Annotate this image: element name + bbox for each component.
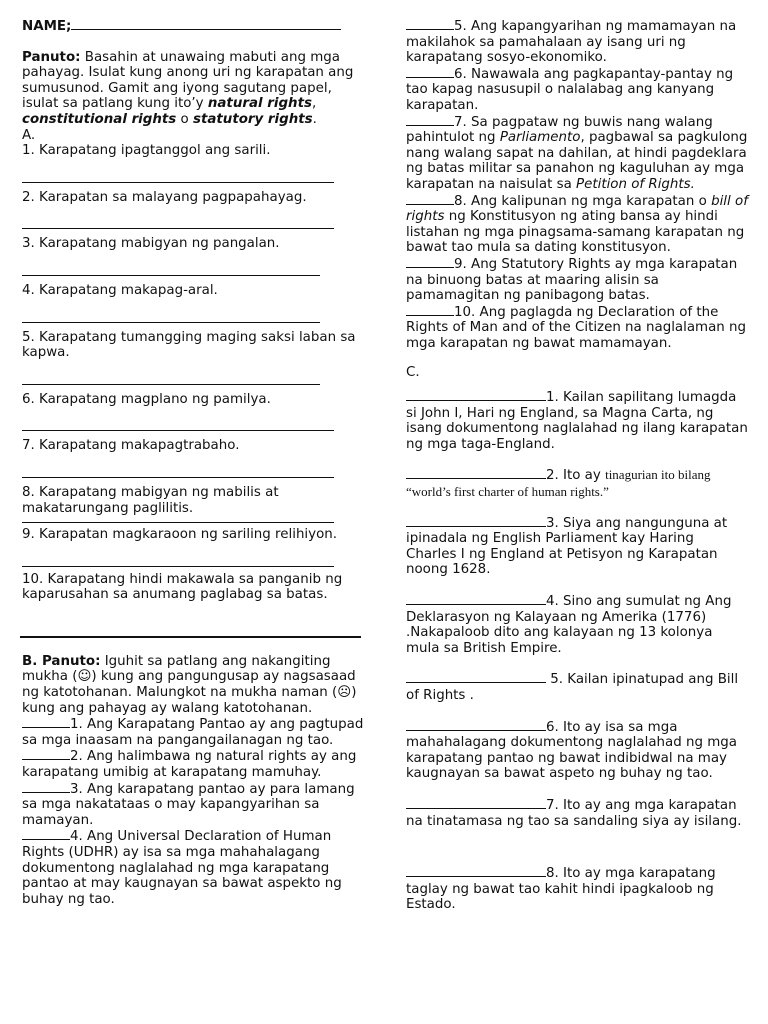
list-item: 3. Karapatang mabigyan ng pangalan. (22, 236, 280, 252)
answer-blank[interactable] (406, 193, 454, 205)
term-statutory: statutory rights (192, 111, 313, 127)
answer-blank[interactable] (406, 865, 546, 877)
instructions-a: Panuto: Basahin at unawaing mabuti ang mga pahayag. Isulat kung anong uri ng karapatan ang sumusunod. Gamit ang iyong sagutang papel, isulat sa patlang kung ito’y natural rights, constitutional rights o statutory rights. (22, 49, 354, 127)
list-item: 8. Ang kalipunan ng mga karapatan o bill of rights ng Konstitusyon ng ating bansa ay hindi listahan ng mga pinagsama-samang karapatan ng bawat tao mula sa dating konstitusyon. (406, 193, 748, 256)
answer-blank[interactable] (22, 716, 70, 728)
list-item: 3. Ang karapatang pantao ay para lamang sa mga nakatataas o may kapangyarihan sa mamayan. (22, 781, 355, 828)
list-item: 6. Nawawala ang pagkapantay-pantay ng tao kapag nasusupil o nalalabag ang kanyang karapatan. (406, 66, 734, 113)
answer-line[interactable] (22, 430, 334, 431)
answer-blank[interactable] (406, 467, 546, 479)
list-item: 5. Ang kapangyarihan ng mamamayan na makilahok sa pamahalaan ay isang uri ng karapatang sosyo-ekonomiko. (406, 19, 737, 66)
answer-blank[interactable] (406, 719, 546, 731)
list-item: 2. Ito ay tinagurian ito bilang “world’s first charter of human rights.” (406, 467, 711, 500)
section-divider (20, 636, 361, 638)
list-item: 4. Karapatang makapag-aral. (22, 282, 218, 298)
right-column (406, 18, 748, 913)
list-item: 3. Siya ang nangunguna at ipinadala ng English Parliament kay Haring Charles I ng England at Petisyon ng Karapatan noong 1628. (406, 515, 728, 578)
list-item: 10. Karapatang hindi makawala sa panganib ng kaparusahan sa anumang paglabag sa batas. (22, 571, 343, 603)
instructions-b-label: B. Panuto: (22, 653, 101, 669)
answer-line[interactable] (22, 477, 334, 478)
name-blank[interactable] (71, 18, 341, 30)
term-constitutional: constitutional rights (22, 111, 177, 127)
list-item: 5. Kailan ipinatupad ang Bill of Rights . (406, 672, 739, 703)
answer-blank[interactable] (406, 593, 546, 605)
list-item: 4. Ang Universal Declaration of Human Rights (UDHR) ay isa sa mga mahahalagang dokumentong naglalahad ng mga karapatang pantao at may kaugnayan sa bawat aspekto ng buhay ng tao. (22, 829, 342, 907)
answer-blank[interactable] (22, 781, 70, 793)
list-item: 1. Kailan sapilitang lumagda si John I, Hari ng England, sa Magna Carta, ng isang dokumentong naglalahad ng ilang karapatan ng mga taga-England. (406, 390, 748, 452)
answer-blank[interactable] (22, 748, 70, 760)
name-line (22, 18, 364, 35)
list-item: 6. Ito ay isa sa mga mahahalagang dokumentong naglalahad ng mga karapatang pantao ng bawat indibidwal na may kaugnayan sa bawat aspeto ng buhay ng tao. (406, 719, 737, 782)
answer-line[interactable] (22, 522, 334, 523)
answer-line[interactable] (22, 275, 320, 276)
list-item: 6. Karapatang magplano ng pamilya. (22, 391, 271, 407)
answer-blank[interactable] (406, 304, 454, 316)
list-item: 2. Ang halimbawa ng natural rights ay ang karapatang umibig at karapatang mamuhay. (22, 749, 357, 781)
section-a-label: A. (22, 127, 36, 143)
answer-line[interactable] (22, 384, 320, 385)
left-column (22, 18, 364, 907)
answer-blank[interactable] (406, 66, 454, 78)
list-item: 9. Ang Statutory Rights ay mga karapatan na binuong batas at maaring alisin sa pamamagitan ng panibagong batas. (406, 256, 738, 304)
list-item: 7. Ito ay ang mga karapatan na tinatamasa ng tao sa sandaling siya ay isilang. (406, 797, 742, 829)
instructions-a-label: Panuto: (22, 49, 81, 65)
instructions-b: B. Panuto: Iguhit sa patlang ang nakangiting mukha (☺) kung ang pangungusap ay nagsasaad ng katotohanan. Malungkot na mukha naman (☹) kung ang pahayag ay walang katotohanan. (22, 653, 357, 716)
answer-blank[interactable] (406, 256, 454, 268)
list-item: 7. Karapatang makapagtrabaho. (22, 438, 240, 454)
answer-line[interactable] (22, 228, 334, 229)
list-item: 1. Ang Karapatang Pantao ay ang pagtupad sa mga inaasam na pangangailanagan ng tao. (22, 717, 364, 748)
answer-blank[interactable] (406, 671, 546, 683)
answer-blank[interactable] (406, 18, 454, 30)
name-label: NAME; (22, 19, 72, 34)
list-item: 9. Karapatan magkaraoon ng sariling relihiyon. (22, 527, 338, 543)
list-item: 7. Sa pagpataw ng buwis nang walang pahintulot ng Parliamento, pagbawal sa pagkulong nang walang sapat na dahilan, at hindi pagdeklara ng batas militar sa panahon ng kaguluhan ay mga karapatan na naisulat sa Petition of Rights. (406, 114, 748, 192)
list-item: 4. Sino ang sumulat ng Ang Deklarasyon ng Kalayaan ng Amerika (1776) .Nakapaloob dito ang kalayaan ng 13 kolonya mula sa British Empire. (406, 594, 732, 656)
answer-line[interactable] (22, 322, 320, 323)
answer-blank[interactable] (406, 389, 546, 401)
answer-blank[interactable] (406, 797, 546, 809)
answer-blank[interactable] (406, 515, 546, 527)
answer-line[interactable] (22, 182, 334, 183)
term-natural: natural rights (207, 96, 312, 112)
answer-blank[interactable] (22, 828, 70, 840)
answer-line[interactable] (22, 566, 334, 567)
list-item: 10. Ang paglagda ng Declaration of the Rights of Man and of the Citizen na naglalaman ng mga karapatan ng bawat mamamayan. (406, 304, 747, 351)
section-c-label: C. (406, 365, 420, 381)
list-item: 8. Karapatang mabigyan ng mabilis at makatarungang paglilitis. (22, 484, 279, 516)
list-item: 1. Karapatang ipagtanggol ang sarili. (22, 143, 271, 159)
list-item: 5. Karapatang tumangging maging saksi laban sa kapwa. (22, 329, 356, 361)
list-item: 8. Ito ay mga karapatang taglay ng bawat tao kahit hindi ipagkaloob ng Estado. (406, 866, 716, 913)
list-item: 2. Karapatan sa malayang pagpapahayag. (22, 189, 307, 205)
answer-blank[interactable] (406, 114, 454, 126)
